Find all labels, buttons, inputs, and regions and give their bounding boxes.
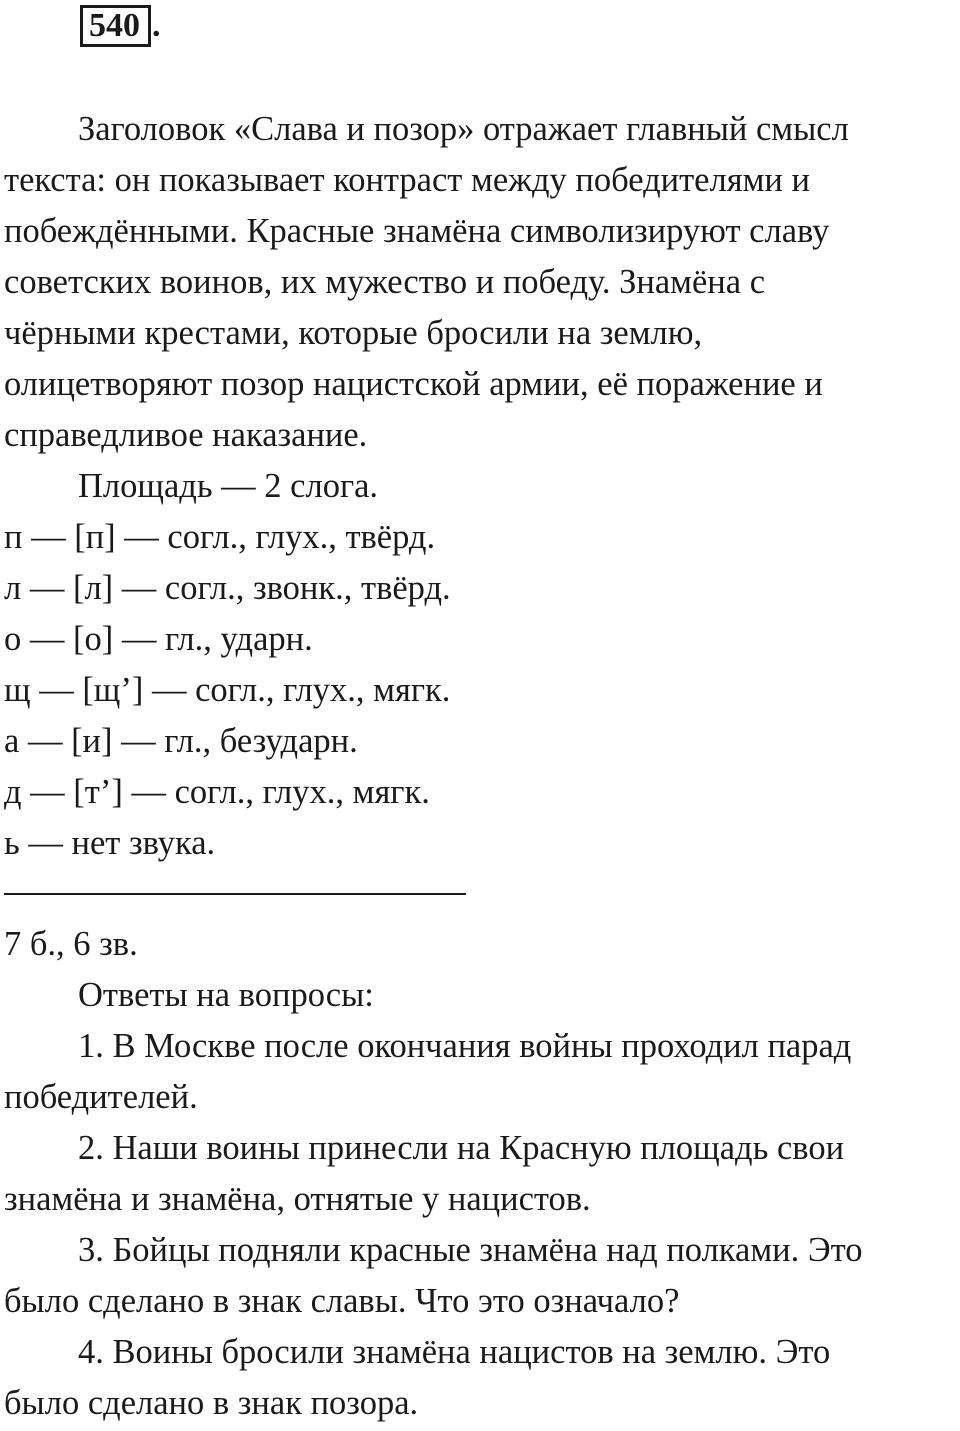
answer-item <box>4 1225 960 1327</box>
answer-line: 1. В Москве после окончания войны проходил парад <box>78 1027 852 1065</box>
phonetic-analysis <box>4 512 960 869</box>
document-body <box>4 104 960 1429</box>
phonetic-line: п — [п] — согл., глух., твёрд. <box>4 518 436 556</box>
phonetic-line: о — [о] — гл., ударн. <box>4 620 313 658</box>
answer-line: было сделано в знак славы. Что это означало? <box>4 1282 680 1320</box>
answer-line: было сделано в знак позора. <box>4 1384 419 1422</box>
answer-line: 3. Бойцы подняли красные знамёна над полками. Это <box>78 1231 863 1269</box>
phonetic-line: ь — нет звука. <box>4 824 216 862</box>
intro-paragraph <box>4 104 960 461</box>
answer-line: 4. Воины бросили знамёна нацистов на землю. Это <box>78 1333 831 1371</box>
answer-item <box>4 1327 960 1429</box>
answers-list <box>4 1021 960 1429</box>
intro-line: Заголовок «Слава и позор» отражает главный смысл <box>78 110 849 148</box>
task-number-box: 540 <box>80 5 151 47</box>
intro-line: побеждёнными. Красные знамёна символизируют славу <box>4 212 830 250</box>
phonetic-line: щ — [щ’] — согл., глух., мягк. <box>4 671 451 709</box>
answers-title: Ответы на вопросы: <box>78 976 374 1014</box>
intro-line: чёрными крестами, которые бросили на землю, <box>4 314 703 352</box>
phonetic-line: л — [л] — согл., звонк., твёрд. <box>4 569 451 607</box>
letters-sounds-count: 7 б., 6 зв. <box>4 925 138 963</box>
task-number-dot: . <box>152 7 161 44</box>
answer-line: победителей. <box>4 1078 198 1116</box>
answer-item <box>4 1123 960 1225</box>
intro-line: советских воинов, их мужество и победу. Знамёна с <box>4 263 766 301</box>
syllables-line: Площадь — 2 слога. <box>78 467 379 505</box>
divider-line <box>4 893 466 895</box>
task-number <box>80 6 161 46</box>
answer-item <box>4 1021 960 1123</box>
answer-line: 2. Наши воины принесли на Красную площадь свои <box>78 1129 845 1167</box>
phonetic-line: д — [т’] — согл., глух., мягк. <box>4 773 430 811</box>
phonetic-line: а — [и] — гл., безударн. <box>4 722 358 760</box>
intro-line: текста: он показывает контраст между победителями и <box>4 161 810 199</box>
intro-line: справедливое наказание. <box>4 416 368 454</box>
intro-line: олицетворяют позор нацистской армии, её поражение и <box>4 365 823 403</box>
answer-line: знамёна и знамёна, отнятые у нацистов. <box>4 1180 591 1218</box>
